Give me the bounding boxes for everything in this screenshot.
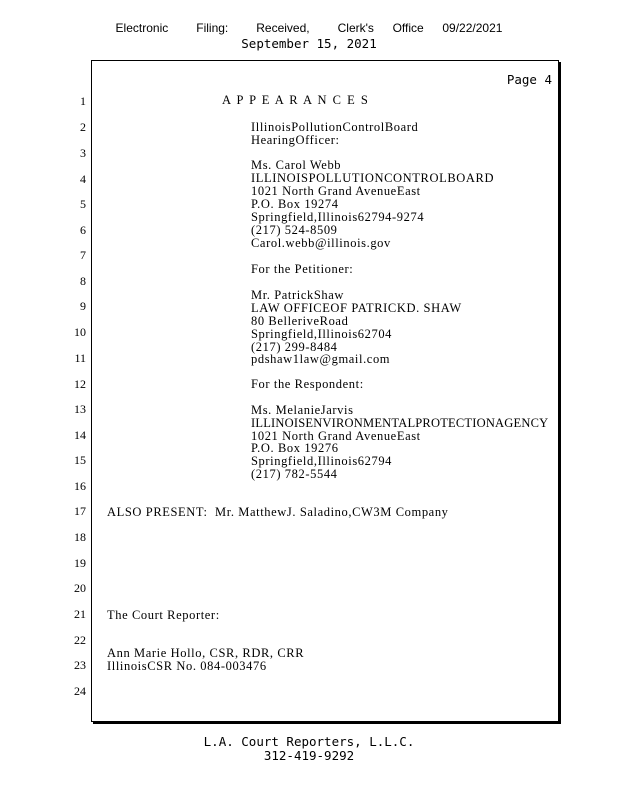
petitioner-address: 80 BelleriveRoad <box>251 314 349 328</box>
page-number: Page 4 <box>506 72 552 87</box>
line-number: 22 <box>74 633 86 647</box>
respondent-name: Ms. MelanieJarvis <box>251 403 354 417</box>
court-reporter-name: Ann Marie Hollo, CSR, RDR, CRR <box>107 646 305 660</box>
line-number: 2 <box>80 120 86 134</box>
petitioner-phone: (217) 299-8484 <box>251 340 338 354</box>
line-number: 4 <box>80 172 86 186</box>
line-number: 14 <box>74 428 86 442</box>
hearing-officer-pobox: P.O. Box 19274 <box>251 197 339 211</box>
line-number: 18 <box>74 530 86 544</box>
line-number: 6 <box>80 223 86 237</box>
footer-company: L.A. Court Reporters, L.L.C. <box>203 734 415 749</box>
petitioner-email: pdshaw1law@gmail.com <box>251 352 391 366</box>
line-number: 9 <box>80 299 86 313</box>
hearing-officer-heading: HearingOfficer: <box>251 133 340 147</box>
court-reporter-license: IllinoisCSR No. 084-003476 <box>107 659 267 673</box>
line-number: 10 <box>74 325 86 339</box>
line-number: 3 <box>80 146 86 160</box>
hearing-officer-address: 1021 North Grand AvenueEast <box>251 184 421 198</box>
hearing-officer-email: Carol.webb@illinois.gov <box>251 236 391 250</box>
appearances-title: A P P E A R A N C E S <box>222 93 370 107</box>
footer-phone: 312-419-9292 <box>263 748 355 763</box>
line-number: 21 <box>74 607 86 621</box>
line-number: 23 <box>74 658 86 672</box>
line-number: 1 <box>80 94 86 108</box>
line-number: 24 <box>74 684 86 698</box>
respondent-city: Springfield,Illinois62794 <box>251 454 393 468</box>
line-number: 8 <box>80 274 86 288</box>
line-number: 5 <box>80 197 86 211</box>
respondent-agency: ILLINOISENVIRONMENTALPROTECTIONAGENCY <box>251 416 549 430</box>
board-heading: IllinoisPollutionControlBoard <box>251 120 419 134</box>
respondent-pobox: P.O. Box 19276 <box>251 441 339 455</box>
court-reporter-heading: The Court Reporter: <box>107 608 220 622</box>
hearing-officer-city: Springfield,Illinois62794-9274 <box>251 210 425 224</box>
hearing-officer-name: Ms. Carol Webb <box>251 158 342 172</box>
line-number: 7 <box>80 248 86 262</box>
line-number: 13 <box>74 402 86 416</box>
hearing-officer-org: ILLINOISPOLLUTIONCONTROLBOARD <box>251 171 495 185</box>
line-number: 17 <box>74 504 86 518</box>
petitioner-name: Mr. PatrickShaw <box>251 288 345 302</box>
petitioner-heading: For the Petitioner: <box>251 262 354 276</box>
line-number: 12 <box>74 377 86 391</box>
line-number: 20 <box>74 581 86 595</box>
line-number: 15 <box>74 453 86 467</box>
line-number: 16 <box>74 479 86 493</box>
respondent-phone: (217) 782-5544 <box>251 467 338 481</box>
respondent-address: 1021 North Grand AvenueEast <box>251 429 421 443</box>
line-number: 19 <box>74 556 86 570</box>
petitioner-firm: LAW OFFICEOF PATRICKD. SHAW <box>251 301 462 315</box>
line-number: 11 <box>74 351 86 365</box>
also-present: ALSO PRESENT: Mr. MatthewJ. Saladino,CW3M Company <box>107 505 449 519</box>
efiling-stamp: Electronic Filing: Received, Clerk's Office 09/22/2021 <box>115 21 503 35</box>
hearing-officer-phone: (217) 524-8509 <box>251 223 338 237</box>
petitioner-city: Springfield,Illinois62704 <box>251 327 393 341</box>
transcript-date: September 15, 2021 <box>241 36 377 51</box>
respondent-heading: For the Respondent: <box>251 377 364 391</box>
